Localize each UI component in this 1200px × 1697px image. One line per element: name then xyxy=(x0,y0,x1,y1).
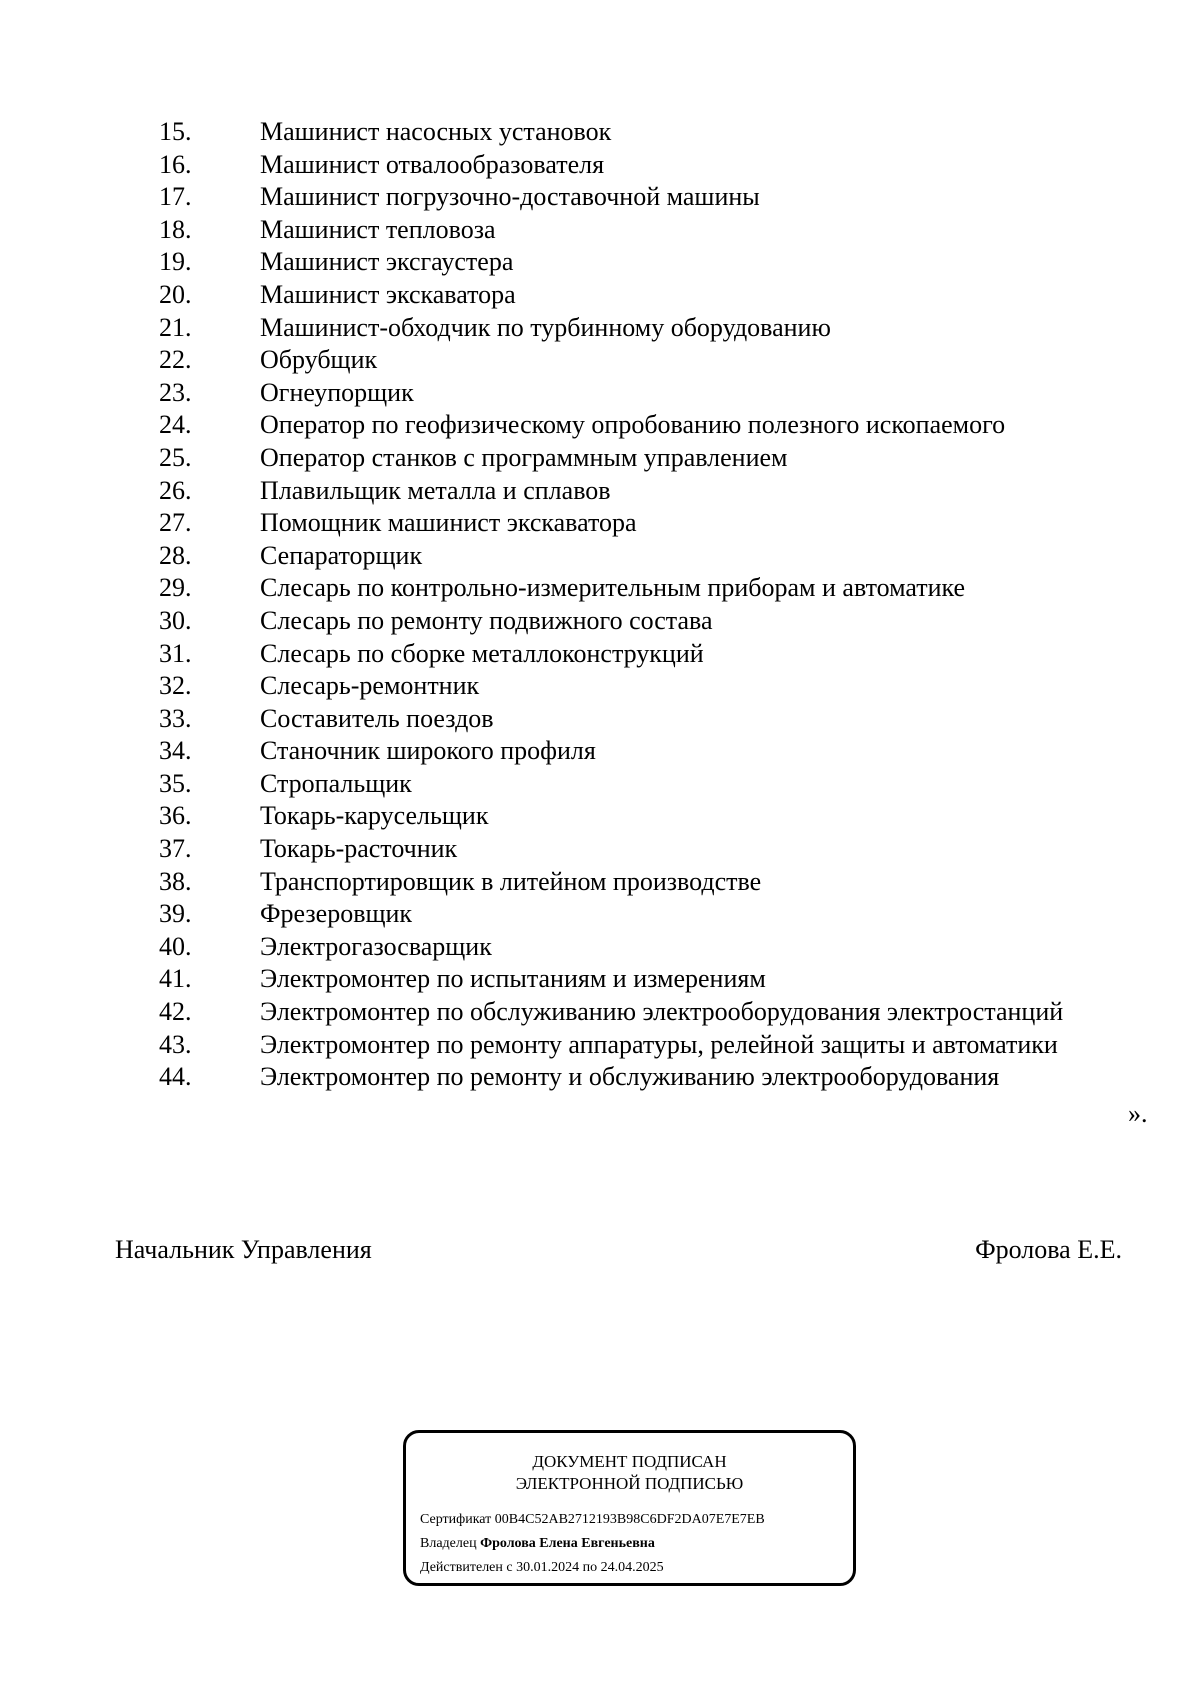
list-item xyxy=(0,996,1200,1029)
list-item-text: Оператор станков с программным управлением xyxy=(260,442,788,472)
list-item xyxy=(0,377,1200,410)
profession-list xyxy=(0,116,1200,1094)
list-item-text: Машинист-обходчик по турбинному оборудованию xyxy=(260,312,831,342)
list-item-number: 39. xyxy=(159,899,192,929)
stamp-heading-line-1: ДОКУМЕНТ ПОДПИСАН xyxy=(532,1452,727,1471)
list-item xyxy=(0,833,1200,866)
stamp-valid-from-label: с xyxy=(506,1560,513,1575)
list-item xyxy=(0,475,1200,508)
list-item-number: 44. xyxy=(159,1062,192,1092)
list-item-number: 36. xyxy=(159,801,192,831)
stamp-valid-to: 24.04.2025 xyxy=(600,1560,664,1575)
list-item-number: 33. xyxy=(159,703,192,733)
list-item-text: Электромонтер по обслуживанию электрооборудования электростанций xyxy=(260,997,1064,1027)
list-item xyxy=(0,246,1200,279)
list-item-text: Электромонтер по ремонту аппаратуры, релейной защиты и автоматики xyxy=(260,1029,1058,1059)
list-item xyxy=(0,931,1200,964)
list-item-text: Машинист насосных установок xyxy=(260,117,612,146)
list-item-number: 41. xyxy=(159,964,192,994)
list-item-text: Станочник широкого профиля xyxy=(260,736,596,766)
list-item-number: 29. xyxy=(159,573,192,603)
stamp-heading xyxy=(406,1451,853,1495)
stamp-owner-row xyxy=(420,1535,655,1553)
list-item xyxy=(0,605,1200,638)
list-item xyxy=(0,638,1200,671)
list-item xyxy=(0,768,1200,801)
list-item-text: Машинист отвалообразователя xyxy=(260,149,605,179)
list-item-number: 15. xyxy=(159,117,192,146)
list-item xyxy=(0,540,1200,573)
list-item-number: 34. xyxy=(159,736,192,766)
list-item xyxy=(0,670,1200,703)
list-item-text: Слесарь по ремонту подвижного состава xyxy=(260,605,713,635)
list-item-number: 38. xyxy=(159,866,192,896)
list-item xyxy=(0,1029,1200,1062)
list-item xyxy=(0,344,1200,377)
list-item xyxy=(0,507,1200,540)
list-item-number: 17. xyxy=(159,182,192,212)
list-item-number: 42. xyxy=(159,997,192,1027)
list-item-text: Электромонтер по ремонту и обслуживанию электрооборудования xyxy=(260,1062,1000,1092)
list-item-text: Электромонтер по испытаниям и измерениям xyxy=(260,964,766,994)
list-item-text: Обрубщик xyxy=(260,345,378,375)
list-item xyxy=(0,409,1200,442)
stamp-certificate-row xyxy=(420,1511,765,1529)
stamp-owner-label: Владелец xyxy=(420,1536,477,1551)
stamp-validity-row xyxy=(420,1559,664,1577)
stamp-valid-label: Действителен xyxy=(420,1560,503,1575)
list-item-text: Огнеупорщик xyxy=(260,377,414,407)
list-item-text: Токарь-расточник xyxy=(260,834,458,864)
list-item-number: 35. xyxy=(159,768,192,798)
stamp-certificate-label: Сертификат xyxy=(420,1512,492,1527)
list-item-number: 20. xyxy=(159,279,192,309)
list-item xyxy=(0,963,1200,996)
list-item-text: Помощник машинист экскаватора xyxy=(260,508,637,538)
list-item-text: Электрогазосварщик xyxy=(260,931,492,961)
list-item-number: 16. xyxy=(159,149,192,179)
list-item-number: 40. xyxy=(159,931,192,961)
stamp-owner-value: Фролова Елена Евгеньевна xyxy=(480,1536,655,1551)
list-item-text: Плавильщик металла и сплавов xyxy=(260,475,611,505)
stamp-valid-from: 30.01.2024 xyxy=(516,1560,580,1575)
list-item xyxy=(0,735,1200,768)
list-item-text: Стропальщик xyxy=(260,768,412,798)
closing-quote: ». xyxy=(1128,1099,1148,1128)
list-item-text: Слесарь по контрольно-измерительным приборам и автоматике xyxy=(260,573,966,603)
electronic-signature-stamp xyxy=(403,1430,856,1586)
list-item-number: 23. xyxy=(159,377,192,407)
list-item xyxy=(0,214,1200,247)
list-item xyxy=(0,442,1200,475)
list-item-number: 22. xyxy=(159,345,192,375)
list-item-text: Транспортировщик в литейном производстве xyxy=(260,866,762,896)
list-item xyxy=(0,149,1200,182)
stamp-heading-line-2: ЭЛЕКТРОННОЙ ПОДПИСЬЮ xyxy=(515,1474,744,1493)
list-item xyxy=(0,866,1200,899)
list-item-number: 28. xyxy=(159,540,192,570)
list-item-text: Машинист тепловоза xyxy=(260,214,496,244)
list-item-number: 43. xyxy=(159,1029,192,1059)
list-item-text: Фрезеровщик xyxy=(260,899,413,929)
list-item-number: 31. xyxy=(159,638,192,668)
list-item-text: Машинист экскаватора xyxy=(260,279,516,309)
list-item-number: 21. xyxy=(159,312,192,342)
list-item-text: Оператор по геофизическому опробованию полезного ископаемого xyxy=(260,410,1006,440)
list-item-text: Слесарь-ремонтник xyxy=(260,671,480,701)
list-item-number: 19. xyxy=(159,247,192,277)
signer-title: Начальник Управления xyxy=(115,1235,372,1264)
list-item-text: Машинист погрузочно-доставочной машины xyxy=(260,182,760,212)
list-item-number: 24. xyxy=(159,410,192,440)
signer-name: Фролова Е.Е. xyxy=(975,1235,1122,1264)
list-item-number: 32. xyxy=(159,671,192,701)
list-item xyxy=(0,898,1200,931)
list-item-number: 37. xyxy=(159,834,192,864)
list-item-text: Слесарь по сборке металлоконструкций xyxy=(260,638,704,668)
list-item-number: 30. xyxy=(159,605,192,635)
list-item xyxy=(0,181,1200,214)
list-item xyxy=(0,116,1200,149)
list-item-number: 27. xyxy=(159,508,192,538)
list-item-text: Сепараторщик xyxy=(260,540,423,570)
stamp-certificate-value: 00B4C52AB2712193B98C6DF2DA07E7E7EB xyxy=(494,1512,765,1527)
list-item-number: 18. xyxy=(159,214,192,244)
list-item-number: 25. xyxy=(159,442,192,472)
list-item xyxy=(0,703,1200,736)
list-item-text: Токарь-карусельщик xyxy=(260,801,489,831)
list-item xyxy=(0,1061,1200,1094)
stamp-valid-to-label: по xyxy=(582,1560,598,1575)
list-item xyxy=(0,572,1200,605)
list-item-text: Составитель поездов xyxy=(260,703,494,733)
list-item xyxy=(0,800,1200,833)
list-item-number: 26. xyxy=(159,475,192,505)
list-item-text: Машинист эксгаустера xyxy=(260,247,514,277)
list-item xyxy=(0,312,1200,345)
list-item xyxy=(0,279,1200,312)
